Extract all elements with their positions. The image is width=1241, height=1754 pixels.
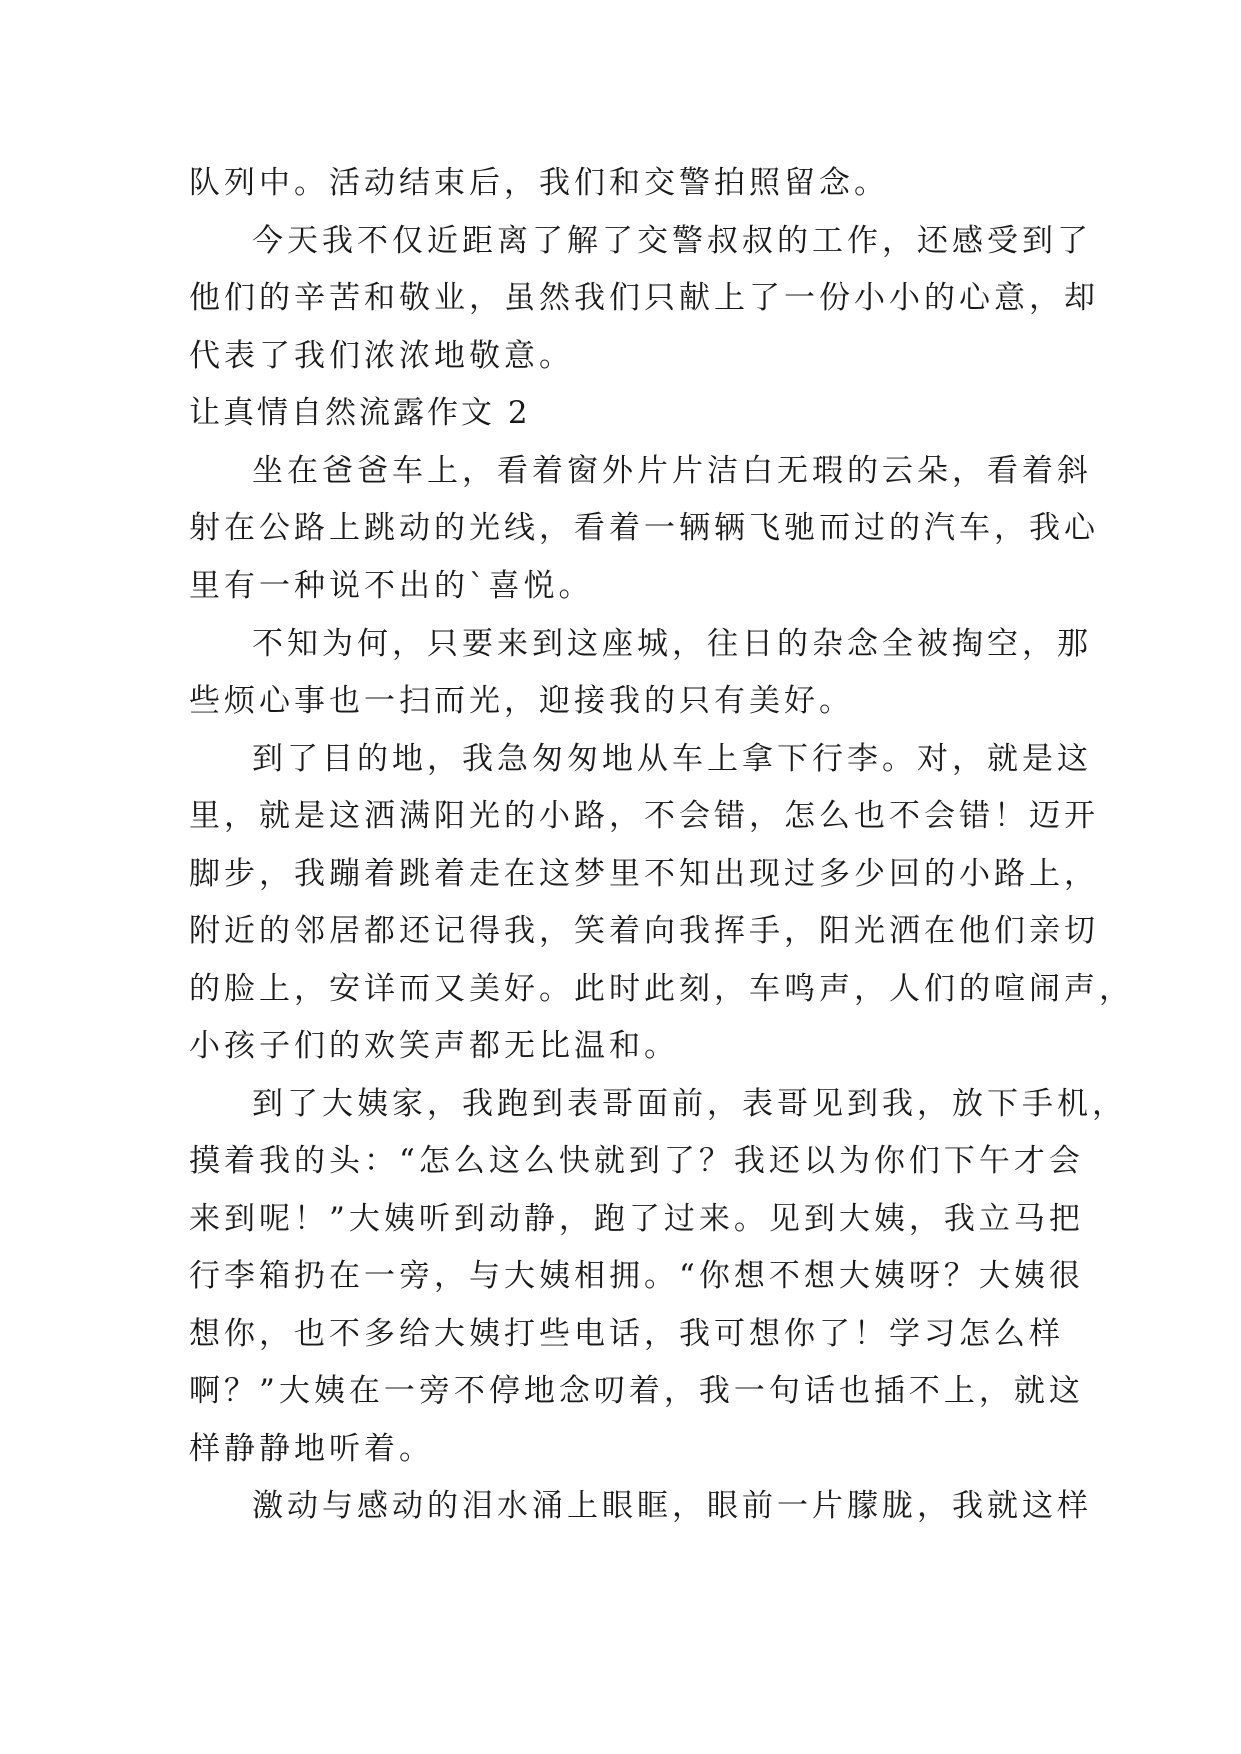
text-line: 来到呢！”大姨听到动静，跑了过来。见到大姨，我立马把 bbox=[189, 1201, 1084, 1237]
text-line: 射在公路上跳动的光线，看着一辆辆飞驰而过的汽车，我心 bbox=[189, 510, 1099, 546]
paragraph-first-line: 不知为何，只要来到这座城，往日的杂念全被掏空，那 bbox=[252, 626, 1092, 662]
text-line: 里有一种说不出的`喜悦。 bbox=[189, 568, 594, 604]
essay-heading: 让真情自然流露作文 2 bbox=[189, 395, 531, 431]
text-line: 的脸上，安详而又美好。此时此刻，车鸣声，人们的喧闹声， bbox=[189, 971, 1134, 1007]
text-line: 他们的辛苦和敬业，虽然我们只献上了一份小小的心意，却 bbox=[189, 280, 1099, 316]
text-line: 队列中。活动结束后，我们和交警拍照留念。 bbox=[189, 165, 889, 201]
text-line: 想你，也不多给大姨打些电话，我可想你了！学习怎么样 bbox=[189, 1316, 1064, 1352]
text-line: 样静静地听着。 bbox=[189, 1431, 434, 1467]
paragraph-first-line: 到了大姨家，我跑到表哥面前，表哥见到我，放下手机， bbox=[252, 1086, 1127, 1122]
text-line: 里，就是这洒满阳光的小路，不会错，怎么也不会错！迈开 bbox=[189, 798, 1099, 834]
text-line: 行李箱扔在一旁，与大姨相拥。“你想不想大姨呀？大姨很 bbox=[189, 1258, 1084, 1294]
text-line: 附近的邻居都还记得我，笑着向我挥手，阳光洒在他们亲切 bbox=[189, 913, 1099, 949]
paragraph-first-line: 今天我不仅近距离了解了交警叔叔的工作，还感受到了 bbox=[252, 223, 1092, 259]
text-line: 摸着我的头：“怎么这么快就到了？我还以为你们下午才会 bbox=[189, 1143, 1084, 1179]
text-line: 些烦心事也一扫而光，迎接我的只有美好。 bbox=[189, 683, 854, 719]
text-line: 小孩子们的欢笑声都无比温和。 bbox=[189, 1028, 679, 1064]
text-line: 啊？”大姨在一旁不停地念叨着，我一句话也插不上，就这 bbox=[189, 1373, 1084, 1409]
paragraph-first-line: 到了目的地，我急匆匆地从车上拿下行李。对，就是这 bbox=[252, 741, 1092, 777]
paragraph-first-line: 激动与感动的泪水涌上眼眶，眼前一片朦胧，我就这样 bbox=[252, 1488, 1092, 1524]
text-line: 代表了我们浓浓地敬意。 bbox=[189, 338, 574, 374]
paragraph-first-line: 坐在爸爸车上，看着窗外片片洁白无瑕的云朵，看着斜 bbox=[252, 453, 1092, 489]
text-line: 脚步，我蹦着跳着走在这梦里不知出现过多少回的小路上， bbox=[189, 856, 1099, 892]
